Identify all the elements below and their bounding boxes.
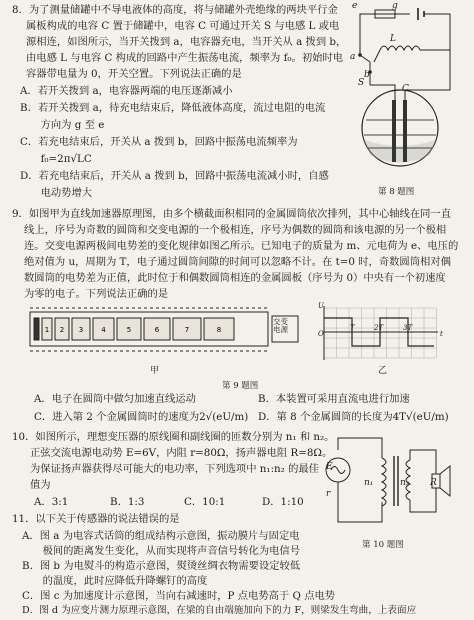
q8-option-b: B．若开关拨到 a，待充电结束后，降低液体高度，流过电阻的电流: [20, 102, 326, 114]
q11-option-d: D．图 d 为应变片测力原理示意图，在梁的自由端施加向下的力 F，则梁发生弯曲，上表面应: [22, 605, 417, 616]
q10-stem-line: 正弦交流电源电动势 E=6V，内阻 r=80Ω，扬声器电阻 R=8Ω。: [30, 447, 333, 459]
q9-label-yi: 乙: [378, 366, 388, 376]
cylinder-number-label: 4: [101, 326, 106, 334]
q10-caption: 第 10 题图: [362, 540, 404, 550]
q11-option-a-cont: 极间的距离发生变化，从而实现将声音信号转化为电信号: [22, 545, 301, 557]
q8-stem-line: 由电感 L 与电容 C 构成的回路中产生振荡电流，频率为 f₀。初始时电: [26, 52, 344, 64]
cylinder-number-label: 2: [59, 326, 65, 334]
q8-stem-line: 8．为了测量储罐中不导电液体的高度，将与储罐外壳绝缘的两块平行金: [12, 4, 338, 16]
q9-stem-line: 绝对值为 u，周期为 T，电子通过圆筒间隙的时间可以忽略不计。在 t=0 时，奇数圆筒相对偶: [24, 256, 451, 268]
q8-label-g: g: [392, 1, 398, 11]
q9-caption: 第 9 题图: [222, 381, 259, 391]
q9-option-d: D．第 8 个金属圆筒的长度为4T√(eU/m): [258, 411, 449, 423]
q8-caption: 第 8 题图: [378, 187, 415, 197]
q10-label-r: r: [326, 489, 331, 499]
q10-stem-line: 10．如图所示，理想变压器的原线圈和副线圈的匝数分别为 n₁ 和 n₂。: [12, 431, 335, 443]
q9-stem-line: 9．如图甲为直线加速器原理图，由多个横截面积相同的金属圆筒依次排列，其中心轴线在同一直: [12, 208, 452, 220]
cylinder-number-label: 3: [78, 326, 84, 334]
q9-graph-tick-t: T: [350, 324, 355, 332]
accelerator-cylinder: [34, 318, 39, 340]
q8-option-c: C．若充电结束后，开关从 a 拨到 b，回路中振荡电流频率为: [20, 136, 298, 148]
q8-option-c-cont: f₀=2π√LC: [20, 153, 92, 165]
q9-stem-line: 数圆筒的电势差为正值，此时位于和偶数圆筒相连的金属圆板（序号为 0）中央有一个初速度: [24, 272, 446, 284]
q11-stem-line: 11．以下关于传感器的说法错误的是: [12, 513, 180, 525]
q10-transformer-figure: [318, 430, 458, 530]
q11-option-a: A．图 a 为电容式话筒的组成结构示意图，振动膜片与固定电: [22, 530, 300, 542]
q10-label-r-speaker: R: [430, 478, 437, 488]
q8-stem-line: 属板构成的电容 C 置于储罐中，电容 C 可通过开关 S 与电感 L 或电: [26, 20, 340, 32]
cylinder-number-label: 5: [126, 326, 132, 334]
q8-label-e: e: [352, 1, 358, 11]
q9-accelerator-figure: [30, 306, 300, 362]
q8-label-b: b: [364, 70, 370, 80]
q9-option-a: A．电子在圆筒中做匀加速直线运动: [34, 393, 196, 405]
q9-ac-source-label: 交变 电源: [273, 317, 288, 334]
q10-option-c: C．10:1: [184, 496, 226, 508]
q9-graph-tick-3t: 3T: [403, 324, 413, 332]
q8-stem-line: 源相连，如图所示，当开关拨到 a，电容器充电，当开关从 a 拨到 b，: [26, 36, 347, 48]
cylinder-number-label: 1: [44, 326, 50, 334]
q9-voltage-graph: [316, 304, 446, 362]
q8-option-d: D．若充电结束后，开关从 a 拨到 b，回路中振荡电流减小时，自感: [20, 170, 329, 182]
q8-option-b-cont: 方向为 g 至 e: [20, 119, 105, 131]
q8-option-a: A．若开关拨到 a，电容器两端的电压逐渐减小: [20, 85, 233, 97]
q10-label-e: E: [326, 462, 333, 472]
q10-option-d: D．1:10: [262, 496, 304, 508]
q9-stem-line: 连。交变电源两极间电势差的变化规律如图乙所示。已知电子的质量为 m、元电荷为 e、电压的: [24, 240, 459, 252]
q9-option-c: C．进入第 2 个金属圆筒时的速度为2√(eU/m): [34, 411, 249, 423]
q10-label-n2: n₂: [400, 478, 410, 488]
q10-stem-line: 为保证扬声器获得尽可能大的电功率，下列选项中 n₁:n₂ 的最佳: [30, 463, 319, 475]
q10-label-n1: n₁: [364, 478, 374, 488]
q9-graph-tick-2t: 2T: [374, 324, 384, 332]
q8-label-a: a: [350, 52, 356, 62]
q9-graph-origin: O: [318, 330, 324, 338]
q11-option-b-cont: 的温度，此时应降低升降螺钉的高度: [22, 575, 208, 587]
q9-stem-line: 为零的电子。下列说法正确的是: [24, 288, 169, 300]
q9-label-jia: 甲: [150, 366, 160, 376]
q11-option-c: C．图 c 为加速度计示意图，当向右减速时，P 点电势高于 Q 点电势: [22, 590, 336, 602]
q8-option-d-cont: 电动势增大: [20, 187, 93, 199]
q8-label-l: L: [390, 34, 396, 44]
q9-graph-u-label: U: [318, 302, 324, 310]
q9-stem-line: 线上，序号为奇数的圆筒和交变电源的一个极相连，序号为偶数的圆筒和该电源的另一个极相: [24, 224, 447, 236]
q8-label-s: S: [358, 78, 365, 88]
cylinder-number-label: 6: [154, 326, 160, 334]
q10-option-b: B．1:3: [110, 496, 145, 508]
q10-stem-line: 值为: [30, 479, 51, 491]
q8-circuit-figure: [330, 0, 470, 190]
q8-label-c: C: [402, 84, 409, 94]
cylinder-number-label: 8: [216, 326, 222, 334]
q9-graph-t-label: t: [440, 330, 443, 338]
q8-stem-line: 容器带电量为 0，开关空置。下列说法正确的是: [26, 68, 242, 80]
q10-option-a: A．3:1: [34, 496, 69, 508]
cylinder-number-label: 7: [184, 326, 190, 334]
q11-option-b: B．图 b 为电熨斗的构造示意图，熨烫丝绸衣物需要设定较低: [22, 560, 301, 572]
q9-option-b: B．本装置可采用直流电进行加速: [258, 393, 410, 405]
